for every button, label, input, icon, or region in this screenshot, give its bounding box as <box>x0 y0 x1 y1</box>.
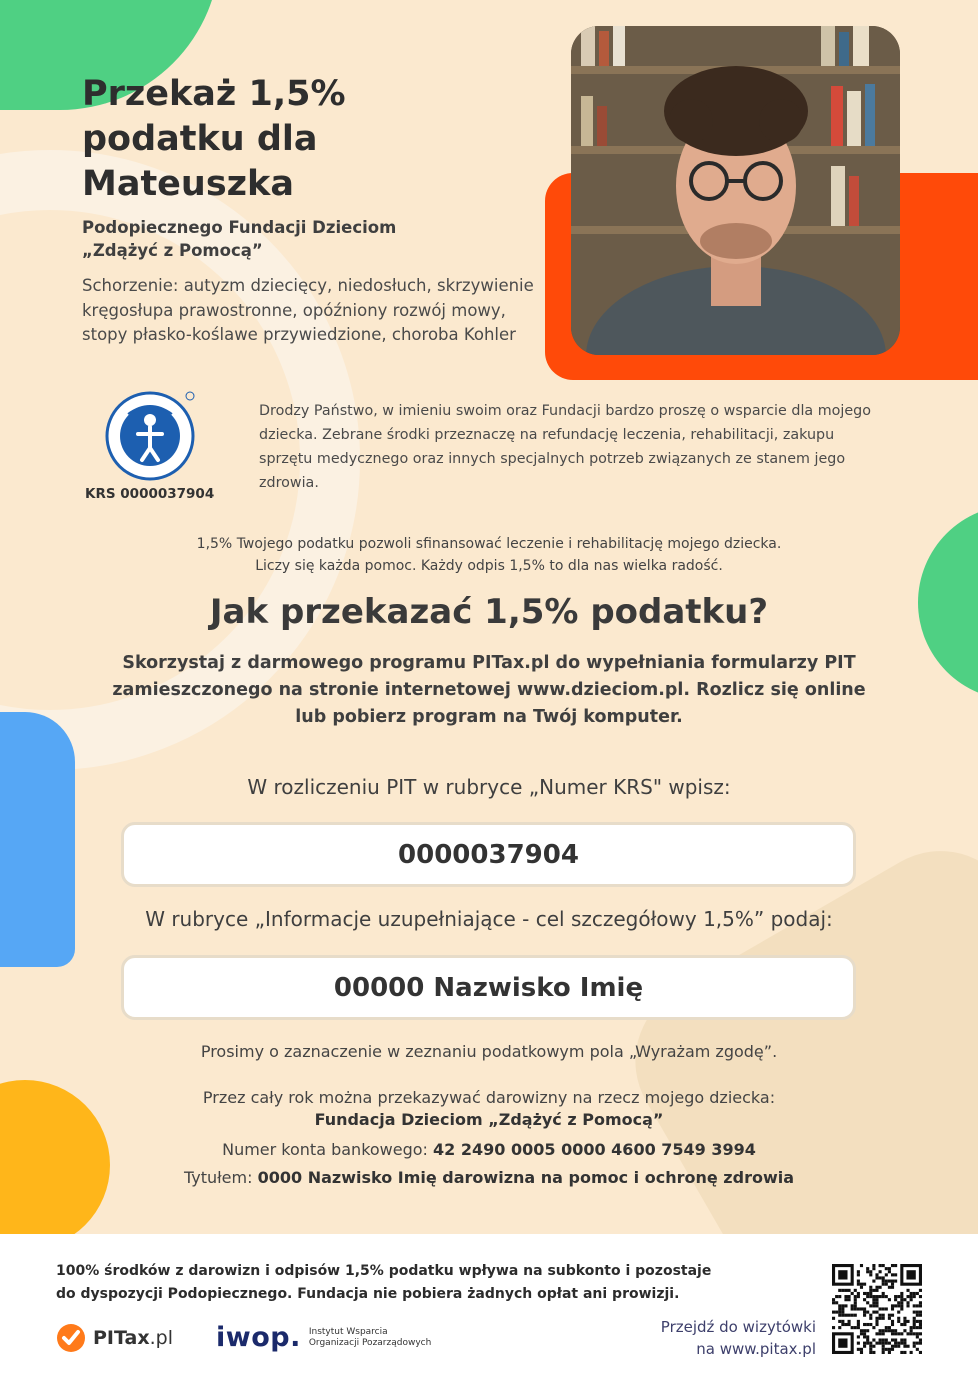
title-label: Tytułem: <box>183 1168 258 1187</box>
letter-text: Drodzy Państwo, w imieniu swoim oraz Fundacji bardzo proszę o wsparcie dla mojego dziecka. Zebrane środki przeznaczę na refundację leczenia, rehabilitacji, zakupu sprzętu medycznego oraz innych specjalnych potrzeb związanych ze stanem jego zdrowia. <box>259 403 871 491</box>
cel-value: 00000 Nazwisko Imię <box>333 972 644 1003</box>
footer <box>0 1234 978 1384</box>
visit-line: Przejdź do wizytówki <box>660 1318 816 1336</box>
footer-line: 100% środków z darowizn i odpisów 1,5% podatku wpływa na subkonto i pozostaje <box>56 1263 712 1279</box>
iwop-description: Instytut Wsparcia Organizacji Pozarządowych <box>308 1326 432 1348</box>
pitax-name: PITax.pl <box>93 1327 173 1349</box>
footer-text <box>56 1260 716 1306</box>
donation-line: Przez cały rok można przekazywać darowizny na rzecz mojego dziecka: <box>202 1088 776 1107</box>
iwop-name: iwop. <box>216 1322 301 1353</box>
howto-heading: Jak przekazać 1,5% podatku? <box>209 592 769 632</box>
foundation-name: Fundacja Dzieciom „Zdążyć z Pomocą” <box>314 1110 664 1129</box>
consent-note: Prosimy o zaznaczenie w zeznaniu podatkowym pola „Wyrażam zgodę”. <box>200 1042 778 1061</box>
footer-line: do dyspozycji Podopiecznego. Fundacja nie pobiera żadnych opłat ani prowizji. <box>56 1286 680 1302</box>
subtitle-line: Podopiecznego Fundacji Dzieciom <box>82 218 397 237</box>
krs-value: 0000037904 <box>398 839 579 870</box>
krs-label: KRS 0000037904 <box>85 486 215 502</box>
child-photo <box>571 26 900 355</box>
bank-account <box>0 1140 978 1159</box>
account-label: Numer konta bankowego: <box>222 1140 434 1159</box>
program-line: Skorzystaj z darmowego programu PITax.pl do wypełniania formularzy PIT <box>122 653 856 673</box>
program-line: lub pobierz program na Twój komputer. <box>295 707 683 727</box>
cel-instruction: W rubryce „Informacje uzupełniające - cel szczegółowy 1,5%” podaj: <box>145 907 833 931</box>
cel-value-box <box>121 955 856 1020</box>
foundation-logo <box>104 390 196 482</box>
krs-instruction: W rozliczeniu PIT w rubryce „Numer KRS" wpisz: <box>247 775 731 799</box>
account-number: 42 2490 0005 0000 4600 7549 3994 <box>433 1140 756 1159</box>
subtitle <box>82 216 522 262</box>
page-title: Przekaż 1,5% podatku dla Mateuszka <box>82 74 346 204</box>
visit-link[interactable] <box>661 1316 816 1360</box>
pitax-logo[interactable] <box>55 1322 173 1354</box>
pitax-check-icon <box>55 1322 87 1354</box>
title-value: 0000 Nazwisko Imię darowizna na pomoc i ochronę zdrowia <box>257 1168 795 1187</box>
program-text <box>0 650 978 731</box>
visit-line: na www.pitax.pl <box>696 1340 816 1358</box>
info-line: Liczy się każda pomoc. Każdy odpis 1,5% to dla nas wielka radość. <box>255 558 723 574</box>
condition-text: Schorzenie: autyzm dziecięcy, niedosłuch, skrzywienie kręgosłupa prawostronne, opóźniony rozwój mowy, stopy płasko-koślawe przywiedzione, choroba Kohler <box>82 276 534 344</box>
qr-code[interactable] <box>832 1264 922 1354</box>
program-line: zamieszczonego na stronie internetowej www.dzieciom.pl. Rozlicz się online <box>112 680 866 700</box>
transfer-title <box>0 1168 978 1187</box>
krs-value-box <box>121 822 856 887</box>
iwop-logo[interactable] <box>216 1322 449 1353</box>
info-line: 1,5% Twojego podatku pozwoli sfinansować leczenie i rehabilitację mojego dziecka. <box>196 536 782 552</box>
info-text <box>0 533 978 577</box>
subtitle-line: „Zdążyć z Pomocą” <box>82 241 263 260</box>
